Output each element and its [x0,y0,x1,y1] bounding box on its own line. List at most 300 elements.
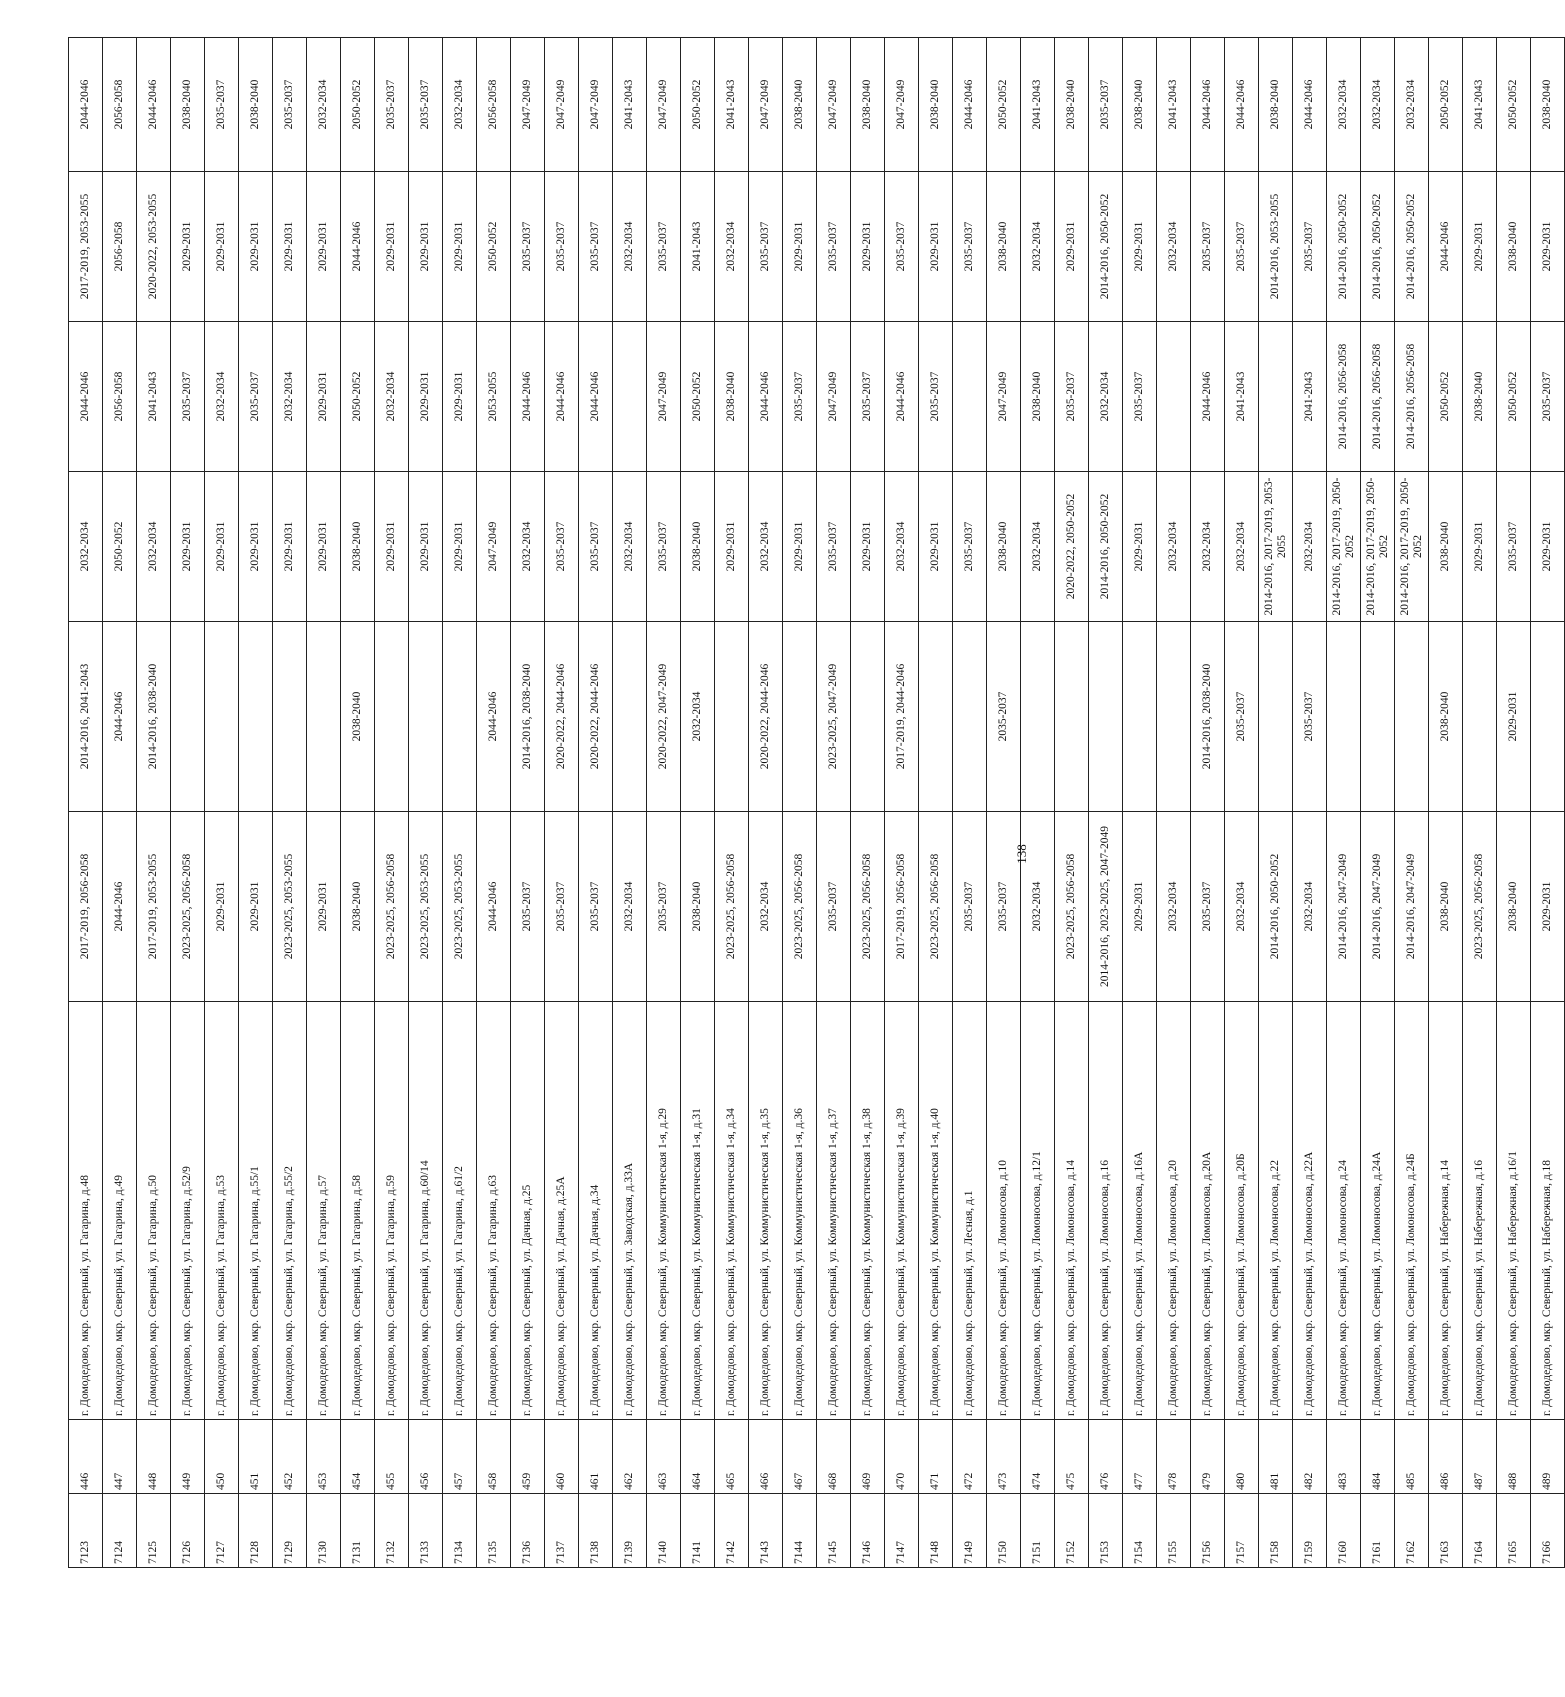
row-number-cell: 479 [1191,1420,1225,1494]
row-id-cell: 7133 [409,1494,443,1568]
period-2-cell [1361,622,1395,812]
row-number-cell: 476 [1089,1420,1123,1494]
period-3-cell: 2038-2040 [987,472,1021,622]
period-5-cell: 2029-2031 [1531,172,1565,322]
period-1-cell: 2038-2040 [341,812,375,1002]
address-cell: г. Домодедово, мкр. Северный, ул. Гагарина, д.52/9 [171,1002,205,1420]
address-cell: г. Домодедово, мкр. Северный, ул. Ломоносова, д.20А [1191,1002,1225,1420]
period-4-cell: 2044-2046 [1191,322,1225,472]
row-number-cell: 475 [1055,1420,1089,1494]
table-row [341,38,375,1568]
row-number-cell: 489 [1531,1420,1565,1494]
table-row [545,38,579,1568]
period-5-cell: 2035-2037 [579,172,613,322]
period-3-cell: 2035-2037 [817,472,851,622]
period-5-cell: 2035-2037 [647,172,681,322]
period-6-cell: 2047-2049 [749,38,783,172]
address-cell: г. Домодедово, мкр. Северный, ул. Коммунистическая 1-я, д.37 [817,1002,851,1420]
period-4-cell [953,322,987,472]
period-5-cell: 2044-2046 [341,172,375,322]
row-number-cell: 468 [817,1420,851,1494]
period-2-cell [375,622,409,812]
period-5-cell: 2035-2037 [1225,172,1259,322]
period-3-cell: 2014-2016, 2017-2019, 2050-2052 [1327,472,1361,622]
period-2-cell: 2035-2037 [1225,622,1259,812]
row-id-cell: 7151 [1021,1494,1055,1568]
period-5-cell: 2014-2016, 2050-2052 [1089,172,1123,322]
period-2-cell [443,622,477,812]
period-3-cell: 2032-2034 [1157,472,1191,622]
period-5-cell: 2056-2058 [103,172,137,322]
period-1-cell: 2029-2031 [1123,812,1157,1002]
row-id-cell: 7138 [579,1494,613,1568]
period-1-cell: 2038-2040 [1429,812,1463,1002]
rotated-table-container [68,38,1553,1568]
period-5-cell: 2032-2034 [1157,172,1191,322]
period-5-cell: 2014-2016, 2050-2052 [1361,172,1395,322]
period-3-cell: 2020-2022, 2050-2052 [1055,472,1089,622]
period-6-cell: 2041-2043 [1021,38,1055,172]
period-5-cell: 2029-2031 [443,172,477,322]
row-id-cell: 7146 [851,1494,885,1568]
row-number-cell: 451 [239,1420,273,1494]
row-number-cell: 466 [749,1420,783,1494]
period-5-cell: 2017-2019, 2053-2055 [69,172,103,322]
period-3-cell: 2032-2034 [137,472,171,622]
period-2-cell: 2020-2022, 2044-2046 [545,622,579,812]
period-1-cell: 2023-2025, 2056-2058 [783,812,817,1002]
row-number-cell: 484 [1361,1420,1395,1494]
period-1-cell: 2035-2037 [647,812,681,1002]
period-5-cell: 2032-2034 [1021,172,1055,322]
period-4-cell: 2035-2037 [1531,322,1565,472]
period-6-cell: 2038-2040 [851,38,885,172]
row-id-cell: 7128 [239,1494,273,1568]
table-row [1021,38,1055,1568]
period-2-cell [307,622,341,812]
period-2-cell: 2014-2016, 2038-2040 [137,622,171,812]
period-1-cell: 2044-2046 [477,812,511,1002]
table-row [749,38,783,1568]
period-4-cell: 2044-2046 [749,322,783,472]
period-4-cell: 2035-2037 [239,322,273,472]
row-id-cell: 7156 [1191,1494,1225,1568]
period-6-cell: 2047-2049 [545,38,579,172]
period-2-cell [783,622,817,812]
row-id-cell: 7131 [341,1494,375,1568]
address-cell: г. Домодедово, мкр. Северный, ул. Набережная, д.16/1 [1497,1002,1531,1420]
period-2-cell [273,622,307,812]
period-2-cell [1531,622,1565,812]
row-id-cell: 7145 [817,1494,851,1568]
period-5-cell: 2029-2031 [1123,172,1157,322]
address-cell: г. Домодедово, мкр. Северный, ул. Гагарина, д.61/2 [443,1002,477,1420]
row-id-cell: 7166 [1531,1494,1565,1568]
period-1-cell: 2023-2025, 2053-2055 [409,812,443,1002]
address-cell: г. Домодедово, мкр. Северный, ул. Дачная, д.25 [511,1002,545,1420]
row-id-cell: 7152 [1055,1494,1089,1568]
period-6-cell: 2035-2037 [409,38,443,172]
row-id-cell: 7126 [171,1494,205,1568]
period-6-cell: 2041-2043 [715,38,749,172]
period-3-cell: 2032-2034 [511,472,545,622]
period-6-cell: 2032-2034 [1395,38,1429,172]
address-cell: г. Домодедово, мкр. Северный, ул. Гагарина, д.59 [375,1002,409,1420]
address-cell: г. Домодедово, мкр. Северный, ул. Гагарина, д.57 [307,1002,341,1420]
period-2-cell [1463,622,1497,812]
period-3-cell: 2032-2034 [1191,472,1225,622]
period-6-cell: 2044-2046 [1191,38,1225,172]
table-row [851,38,885,1568]
period-6-cell: 2050-2052 [1497,38,1531,172]
address-cell: г. Домодедово, мкр. Северный, ул. Гагарина, д.55/1 [239,1002,273,1420]
period-4-cell: 2044-2046 [579,322,613,472]
period-5-cell: 2020-2022, 2053-2055 [137,172,171,322]
period-1-cell: 2029-2031 [307,812,341,1002]
table-row [409,38,443,1568]
period-5-cell: 2029-2031 [919,172,953,322]
period-3-cell: 2032-2034 [69,472,103,622]
period-3-cell: 2035-2037 [545,472,579,622]
period-5-cell: 2014-2016, 2050-2052 [1395,172,1429,322]
period-6-cell: 2050-2052 [341,38,375,172]
row-number-cell: 469 [851,1420,885,1494]
period-3-cell: 2032-2034 [1293,472,1327,622]
period-3-cell: 2038-2040 [681,472,715,622]
period-6-cell: 2047-2049 [817,38,851,172]
period-3-cell: 2029-2031 [205,472,239,622]
table-row [239,38,273,1568]
period-2-cell [205,622,239,812]
period-4-cell: 2014-2016, 2056-2058 [1327,322,1361,472]
period-2-cell: 2032-2034 [681,622,715,812]
period-2-cell [919,622,953,812]
period-4-cell: 2056-2058 [103,322,137,472]
row-id-cell: 7158 [1259,1494,1293,1568]
period-4-cell [1157,322,1191,472]
period-2-cell: 2038-2040 [341,622,375,812]
period-1-cell: 2017-2019, 2056-2058 [885,812,919,1002]
period-1-cell: 2032-2034 [1225,812,1259,1002]
period-6-cell: 2044-2046 [1225,38,1259,172]
period-4-cell: 2032-2034 [205,322,239,472]
period-4-cell: 2032-2034 [1089,322,1123,472]
table-row [783,38,817,1568]
period-5-cell: 2029-2031 [1055,172,1089,322]
period-4-cell: 2050-2052 [341,322,375,472]
page-number: 138 [1013,844,1029,864]
address-cell: г. Домодедово, мкр. Северный, ул. Гагарина, д.58 [341,1002,375,1420]
period-2-cell: 2023-2025, 2047-2049 [817,622,851,812]
period-1-cell: 2035-2037 [1191,812,1225,1002]
period-4-cell: 2050-2052 [681,322,715,472]
period-3-cell: 2032-2034 [1021,472,1055,622]
period-4-cell: 2029-2031 [443,322,477,472]
period-1-cell: 2017-2019, 2053-2055 [137,812,171,1002]
period-6-cell: 2044-2046 [137,38,171,172]
period-3-cell: 2035-2037 [1497,472,1531,622]
row-number-cell: 481 [1259,1420,1293,1494]
period-4-cell: 2044-2046 [69,322,103,472]
period-5-cell: 2029-2031 [239,172,273,322]
period-1-cell: 2014-2016, 2050-2052 [1259,812,1293,1002]
period-4-cell: 2014-2016, 2056-2058 [1361,322,1395,472]
period-5-cell: 2029-2031 [273,172,307,322]
table-row [987,38,1021,1568]
period-6-cell: 2032-2034 [1361,38,1395,172]
period-3-cell: 2014-2016, 2017-2019, 2053-2055 [1259,472,1293,622]
table-body [69,38,1565,1568]
period-3-cell: 2029-2031 [239,472,273,622]
period-5-cell: 2029-2031 [307,172,341,322]
period-4-cell: 2038-2040 [1021,322,1055,472]
period-6-cell: 2041-2043 [1463,38,1497,172]
period-6-cell: 2047-2049 [579,38,613,172]
period-5-cell: 2035-2037 [1293,172,1327,322]
row-number-cell: 459 [511,1420,545,1494]
period-1-cell: 2017-2019, 2056-2058 [69,812,103,1002]
table-row [375,38,409,1568]
period-1-cell: 2023-2025, 2056-2058 [919,812,953,1002]
period-6-cell: 2044-2046 [953,38,987,172]
period-4-cell: 2050-2052 [1497,322,1531,472]
row-id-cell: 7134 [443,1494,477,1568]
period-2-cell [409,622,443,812]
row-id-cell: 7123 [69,1494,103,1568]
row-number-cell: 458 [477,1420,511,1494]
period-2-cell: 2014-2016, 2041-2043 [69,622,103,812]
period-1-cell: 2014-2016, 2023-2025, 2047-2049 [1089,812,1123,1002]
period-6-cell: 2035-2037 [375,38,409,172]
table-row [69,38,103,1568]
period-5-cell: 2029-2031 [851,172,885,322]
row-number-cell: 483 [1327,1420,1361,1494]
period-6-cell: 2035-2037 [273,38,307,172]
row-number-cell: 486 [1429,1420,1463,1494]
address-cell: г. Домодедово, мкр. Северный, ул. Гагарина, д.49 [103,1002,137,1420]
period-5-cell: 2029-2031 [409,172,443,322]
period-2-cell [1157,622,1191,812]
address-cell: г. Домодедово, мкр. Северный, ул. Коммунистическая 1-я, д.40 [919,1002,953,1420]
address-cell: г. Домодедово, мкр. Северный, ул. Ломоносова, д.22А [1293,1002,1327,1420]
row-number-cell: 472 [953,1420,987,1494]
period-3-cell: 2029-2031 [307,472,341,622]
row-number-cell: 485 [1395,1420,1429,1494]
period-5-cell: 2029-2031 [205,172,239,322]
period-1-cell: 2023-2025, 2056-2058 [715,812,749,1002]
address-cell: г. Домодедово, мкр. Северный, ул. Заводская, д.33А [613,1002,647,1420]
table-row [1089,38,1123,1568]
table-row [817,38,851,1568]
period-3-cell: 2029-2031 [851,472,885,622]
period-4-cell: 2053-2055 [477,322,511,472]
table-row [919,38,953,1568]
period-5-cell: 2035-2037 [749,172,783,322]
address-cell: г. Домодедово, мкр. Северный, ул. Коммунистическая 1-я, д.38 [851,1002,885,1420]
period-1-cell: 2035-2037 [545,812,579,1002]
row-id-cell: 7140 [647,1494,681,1568]
address-cell: г. Домодедово, мкр. Северный, ул. Коммунистическая 1-я, д.29 [647,1002,681,1420]
address-cell: г. Домодедово, мкр. Северный, ул. Ломоносова, д.24Б [1395,1002,1429,1420]
row-id-cell: 7162 [1395,1494,1429,1568]
period-4-cell: 2044-2046 [885,322,919,472]
address-cell: г. Домодедово, мкр. Северный, ул. Гагарина, д.55/2 [273,1002,307,1420]
period-4-cell: 2050-2052 [1429,322,1463,472]
table-row [1497,38,1531,1568]
period-2-cell [1123,622,1157,812]
table-row [205,38,239,1568]
period-3-cell: 2050-2052 [103,472,137,622]
table-row [1429,38,1463,1568]
address-cell: г. Домодедово, мкр. Северный, ул. Ломоносова, д.16А [1123,1002,1157,1420]
period-2-cell [1089,622,1123,812]
period-1-cell: 2014-2016, 2047-2049 [1361,812,1395,1002]
row-number-cell: 482 [1293,1420,1327,1494]
period-1-cell: 2023-2025, 2053-2055 [273,812,307,1002]
period-5-cell: 2014-2016, 2053-2055 [1259,172,1293,322]
period-3-cell: 2014-2016, 2017-2019, 2050-2052 [1361,472,1395,622]
row-id-cell: 7159 [1293,1494,1327,1568]
period-6-cell: 2038-2040 [783,38,817,172]
period-6-cell: 2047-2049 [647,38,681,172]
period-6-cell: 2038-2040 [1055,38,1089,172]
period-5-cell: 2029-2031 [1463,172,1497,322]
address-cell: г. Домодедово, мкр. Северный, ул. Набережная, д.16 [1463,1002,1497,1420]
period-4-cell: 2035-2037 [171,322,205,472]
period-4-cell: 2035-2037 [1123,322,1157,472]
period-3-cell: 2014-2016, 2050-2052 [1089,472,1123,622]
period-2-cell: 2014-2016, 2038-2040 [1191,622,1225,812]
address-cell: г. Домодедово, мкр. Северный, ул. Гагарина, д.60/14 [409,1002,443,1420]
row-id-cell: 7161 [1361,1494,1395,1568]
table-row [1463,38,1497,1568]
period-6-cell: 2044-2046 [1293,38,1327,172]
row-id-cell: 7148 [919,1494,953,1568]
period-4-cell: 2035-2037 [1055,322,1089,472]
period-5-cell: 2050-2052 [477,172,511,322]
period-2-cell [239,622,273,812]
period-4-cell: 2029-2031 [409,322,443,472]
period-6-cell: 2047-2049 [511,38,545,172]
period-4-cell: 2032-2034 [375,322,409,472]
row-id-cell: 7141 [681,1494,715,1568]
period-1-cell: 2023-2025, 2056-2058 [375,812,409,1002]
period-6-cell: 2038-2040 [239,38,273,172]
address-cell: г. Домодедово, мкр. Северный, ул. Гагарина, д.53 [205,1002,239,1420]
row-id-cell: 7130 [307,1494,341,1568]
period-6-cell: 2038-2040 [919,38,953,172]
row-id-cell: 7147 [885,1494,919,1568]
period-4-cell [613,322,647,472]
period-6-cell: 2035-2037 [1089,38,1123,172]
period-1-cell: 2035-2037 [511,812,545,1002]
row-number-cell: 467 [783,1420,817,1494]
period-1-cell: 2023-2025, 2053-2055 [443,812,477,1002]
address-cell: г. Домодедово, мкр. Северный, ул. Дачная, д.25А [545,1002,579,1420]
row-id-cell: 7144 [783,1494,817,1568]
address-cell: г. Домодедово, мкр. Северный, ул. Ломоносова, д.20 [1157,1002,1191,1420]
address-cell: г. Домодедово, мкр. Северный, ул. Ломоносова, д.24А [1361,1002,1395,1420]
period-4-cell: 2014-2016, 2056-2058 [1395,322,1429,472]
table-row [477,38,511,1568]
period-3-cell: 2029-2031 [273,472,307,622]
table-row [1259,38,1293,1568]
period-3-cell: 2035-2037 [953,472,987,622]
table-row [1123,38,1157,1568]
table-row [307,38,341,1568]
table-row [715,38,749,1568]
period-3-cell: 2029-2031 [715,472,749,622]
period-6-cell: 2032-2034 [307,38,341,172]
period-4-cell: 2047-2049 [987,322,1021,472]
period-4-cell: 2044-2046 [511,322,545,472]
row-id-cell: 7165 [1497,1494,1531,1568]
table-row [681,38,715,1568]
row-number-cell: 463 [647,1420,681,1494]
period-4-cell: 2035-2037 [783,322,817,472]
period-3-cell: 2029-2031 [919,472,953,622]
period-5-cell: 2038-2040 [1497,172,1531,322]
table-row [1395,38,1429,1568]
address-cell: г. Домодедово, мкр. Северный, ул. Ломоносова, д.16 [1089,1002,1123,1420]
row-number-cell: 453 [307,1420,341,1494]
row-number-cell: 461 [579,1420,613,1494]
period-2-cell [1259,622,1293,812]
row-number-cell: 450 [205,1420,239,1494]
table-row [1361,38,1395,1568]
address-cell: г. Домодедово, мкр. Северный, ул. Гагарина, д.50 [137,1002,171,1420]
address-cell: г. Домодедово, мкр. Северный, ул. Ломоносова, д.22 [1259,1002,1293,1420]
row-id-cell: 7125 [137,1494,171,1568]
period-4-cell: 2035-2037 [851,322,885,472]
period-5-cell: 2032-2034 [613,172,647,322]
table-row [613,38,647,1568]
period-3-cell: 2029-2031 [375,472,409,622]
row-id-cell: 7153 [1089,1494,1123,1568]
address-cell: г. Домодедово, мкр. Северный, ул. Ломоносова, д.20Б [1225,1002,1259,1420]
address-cell: г. Домодедово, мкр. Северный, ул. Ломоносова, д.12/1 [1021,1002,1055,1420]
period-4-cell: 2029-2031 [307,322,341,472]
row-id-cell: 7154 [1123,1494,1157,1568]
period-5-cell: 2029-2031 [783,172,817,322]
period-4-cell [1259,322,1293,472]
period-5-cell: 2035-2037 [817,172,851,322]
table-row [1531,38,1565,1568]
period-3-cell: 2035-2037 [579,472,613,622]
period-6-cell: 2050-2052 [681,38,715,172]
row-id-cell: 7149 [953,1494,987,1568]
period-4-cell: 2047-2049 [647,322,681,472]
period-4-cell: 2041-2043 [137,322,171,472]
period-1-cell: 2032-2034 [1293,812,1327,1002]
row-number-cell: 449 [171,1420,205,1494]
row-number-cell: 465 [715,1420,749,1494]
row-id-cell: 7163 [1429,1494,1463,1568]
period-5-cell: 2041-2043 [681,172,715,322]
row-id-cell: 7137 [545,1494,579,1568]
period-2-cell [1327,622,1361,812]
period-1-cell: 2032-2034 [749,812,783,1002]
row-number-cell: 471 [919,1420,953,1494]
row-id-cell: 7127 [205,1494,239,1568]
period-2-cell: 2035-2037 [1293,622,1327,812]
row-number-cell: 470 [885,1420,919,1494]
table-row [511,38,545,1568]
table-row [1327,38,1361,1568]
period-4-cell: 2041-2043 [1293,322,1327,472]
period-2-cell [1395,622,1429,812]
period-6-cell: 2038-2040 [171,38,205,172]
